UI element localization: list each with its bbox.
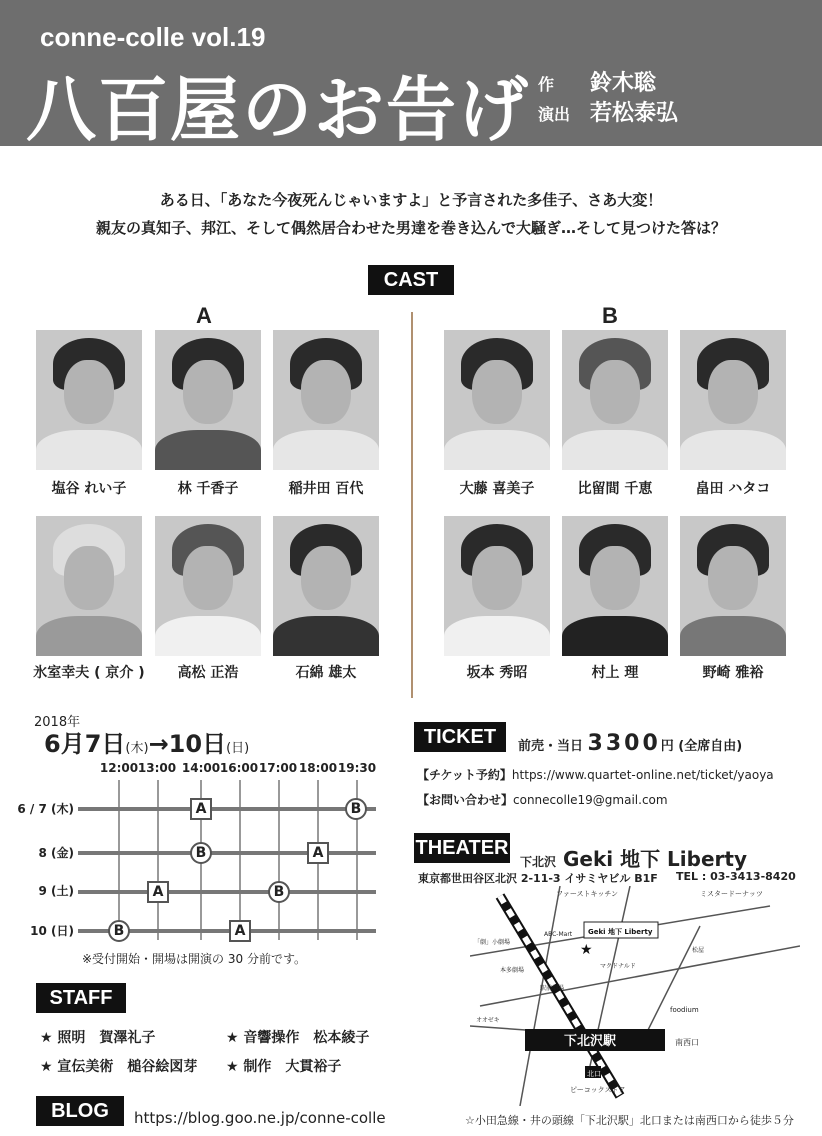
cast-photo	[562, 330, 668, 470]
row-line	[78, 890, 376, 894]
cast-name: 比留間 千恵	[577, 481, 653, 497]
matsuya-label: 松屋	[692, 947, 705, 954]
director-role: 演出	[538, 105, 571, 124]
cast-photo	[273, 516, 379, 656]
cast-name: 高松 正浩	[177, 665, 239, 681]
cast-photo	[273, 330, 379, 470]
ticket-banner: TICKET	[414, 722, 506, 752]
time-gridline	[118, 780, 120, 940]
director-name: 若松泰弘	[590, 101, 679, 126]
start-date: 6月7日	[44, 730, 126, 758]
venue-area: 下北沢	[520, 855, 557, 869]
group-b-label: B	[602, 303, 618, 328]
row-line	[78, 807, 376, 811]
cast-photo	[444, 330, 550, 470]
cast-name: 大藤 喜美子	[459, 481, 535, 497]
performance-mark: B	[268, 881, 290, 903]
author-credit	[538, 66, 656, 97]
author-role: 作	[538, 75, 555, 94]
performance-mark: B	[108, 920, 130, 942]
venue-address: 東京都世田谷区北沢 2-11-3 イサミヤビル B1F	[418, 872, 658, 885]
ekimae-gekijo-label: 駅前劇場	[540, 985, 565, 992]
start-weekday: (木)	[125, 741, 149, 756]
time-label: 13:00	[137, 761, 177, 775]
time-label: 17:00	[258, 761, 298, 775]
director-credit	[538, 96, 678, 127]
mcdonalds-label: マクドナルド	[600, 963, 636, 970]
row-label: 8 (金)	[38, 846, 74, 860]
end-weekday: (日)	[226, 741, 250, 756]
theater-banner: THEATER	[414, 833, 510, 863]
header-band	[0, 0, 822, 151]
price-value: 3300	[587, 731, 661, 756]
synopsis-line-1: ある日、「あなた今夜死んじゃいますよ」と予言された多佳子、さあ大変！	[159, 191, 663, 209]
foodium-label: foodium	[670, 1006, 699, 1014]
theater-star-icon: ★	[580, 942, 593, 958]
cast-photo	[680, 330, 786, 470]
cast-name: 野崎 雅裕	[702, 665, 764, 681]
blog-link[interactable]: https://blog.goo.ne.jp/conne-colle	[134, 1109, 386, 1127]
venue-tel: TEL : 03-3413-8420	[676, 870, 796, 883]
cast-photo	[444, 516, 550, 656]
time-gridline	[278, 780, 280, 940]
cast-photo	[155, 516, 261, 656]
author-name: 鈴木聡	[590, 71, 657, 96]
cast-banner: CAST	[368, 265, 454, 295]
venue-name	[520, 843, 747, 872]
contact-label: 【お問い合わせ】	[417, 793, 514, 807]
contact-line	[417, 791, 668, 808]
oozeki-label: オオゼキ	[476, 1017, 500, 1024]
end-date: 10日	[168, 730, 227, 758]
date-arrow: →	[148, 730, 169, 758]
reserve-line	[417, 766, 774, 783]
first-kitchen-label: ファーストキッチン	[556, 890, 619, 898]
cast-name: 畠田 ハタコ	[695, 481, 771, 497]
peacock-label: ピーコックストア	[570, 1086, 626, 1094]
row-label: 6 / 7 (木)	[17, 802, 74, 816]
reserve-label: 【チケット予約】	[417, 768, 512, 782]
cast-name: 石綿 雄太	[295, 665, 357, 681]
honda-label: 本多劇場	[500, 967, 525, 974]
group-a-label: A	[196, 303, 212, 328]
staff-item: ★ 宣伝美術 槌谷絵図芽	[40, 1059, 198, 1075]
abc-mart-label: ABC-Mart	[544, 931, 573, 938]
performance-mark: A	[307, 842, 329, 864]
cast-photo	[680, 516, 786, 656]
price-suffix: 円 (全席自由)	[660, 739, 743, 754]
time-label: 14:00	[181, 761, 221, 775]
schedule-year: 2018年	[34, 715, 81, 730]
venue-title: Geki 地下 Liberty	[562, 847, 747, 871]
ticket-price	[518, 731, 742, 756]
time-label: 16:00	[219, 761, 259, 775]
time-label: 18:00	[298, 761, 338, 775]
performance-mark: B	[345, 798, 367, 820]
performance-mark: A	[190, 798, 212, 820]
cast-name: 氷室幸夫 ( 京介 )	[33, 665, 145, 681]
cast-name: 村上 理	[591, 665, 639, 681]
cast-photo	[36, 330, 142, 470]
cast-photo	[562, 516, 668, 656]
cast-photo	[155, 330, 261, 470]
row-label: 10 (日)	[30, 924, 74, 938]
row-label: 9 (土)	[38, 884, 74, 898]
schedule-note: ※受付開始・開場は開演の 30 分前です。	[82, 952, 306, 966]
time-gridline	[239, 780, 241, 940]
station-label: 下北沢駅	[563, 1034, 617, 1049]
mister-donut-label: ミスタードーナッツ	[700, 890, 763, 898]
performance-mark: A	[147, 881, 169, 903]
series-label: conne-colle vol.19	[40, 22, 266, 52]
time-gridline	[157, 780, 159, 940]
cast-name: 稲井田 百代	[288, 481, 364, 497]
reserve-url[interactable]: https://www.quartet-online.net/ticket/yaoya	[511, 768, 774, 782]
performance-mark: B	[190, 842, 212, 864]
cast-name: 塩谷 れい子	[51, 481, 127, 497]
contact-email[interactable]: connecolle19@gmail.com	[513, 793, 668, 807]
cast-photo	[36, 516, 142, 656]
access-map	[470, 886, 800, 1106]
schedule-dates	[44, 724, 249, 759]
staff-item: ★ 照明 賀澤礼子	[40, 1030, 156, 1046]
geki-small-theater-label: 「劇」小劇場	[474, 939, 511, 946]
cast-divider	[411, 312, 413, 698]
synopsis-line-2: 親友の真知子、邦江、そして偶然居合わせた男達を巻き込んで大騒ぎ…そして見つけた答は？	[95, 219, 726, 237]
cast-name: 林 千香子	[177, 481, 239, 497]
blog-banner: BLOG	[36, 1096, 124, 1126]
row-line	[78, 851, 376, 855]
geki-map-label: Geki 地下 Liberty	[588, 928, 653, 936]
staff-item: ★ 音響操作 松本綾子	[226, 1030, 370, 1046]
access-note: ☆小田急線・井の頭線「下北沢駅」北口または南西口から徒歩５分	[465, 1114, 794, 1127]
price-prefix: 前売・当日	[518, 739, 584, 754]
staff-banner: STAFF	[36, 983, 126, 1013]
time-label: 19:30	[337, 761, 377, 775]
cast-name: 坂本 秀昭	[466, 665, 528, 681]
south-exit-label: 南西口	[675, 1038, 699, 1047]
north-exit-label: 北口	[587, 1070, 601, 1078]
performance-mark: A	[229, 920, 251, 942]
time-label: 12:00	[99, 761, 139, 775]
synopsis	[0, 186, 822, 242]
play-title: 八百屋のお告げ	[26, 69, 530, 151]
staff-item: ★ 制作 大貫裕子	[226, 1059, 342, 1075]
